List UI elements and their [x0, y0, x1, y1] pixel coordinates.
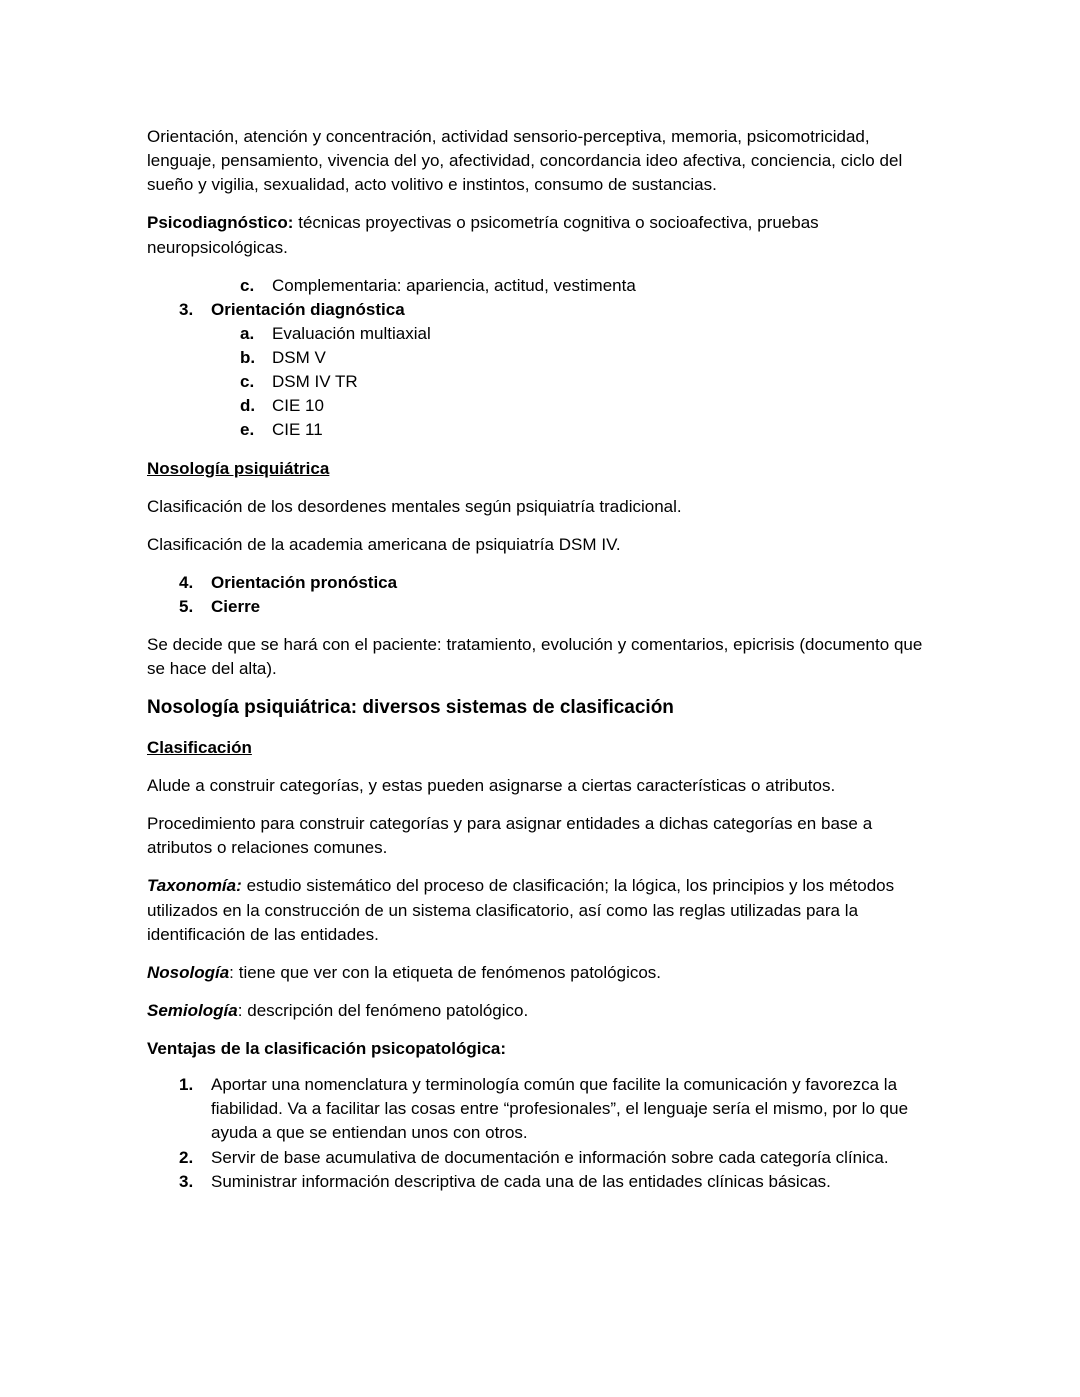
heading-ventajas: Ventajas de la clasificación psicopatológica:	[147, 1039, 507, 1059]
list-marker: 2.	[179, 1147, 194, 1167]
heading-clasificacion: Clasificación	[147, 737, 252, 757]
list-item	[179, 1146, 937, 1170]
paragraph-psicodiagnostico	[147, 211, 937, 259]
paragraph-alude-categorias: Alude a construir categorías, y estas pueden asignarse a ciertas características o atributos.	[147, 776, 836, 796]
list-marker: 3.	[179, 299, 194, 319]
definition-semiologia	[147, 999, 937, 1023]
list-marker: d.	[240, 396, 256, 416]
list-orientacion-diagnostica	[179, 298, 937, 322]
list-item-label: DSM IV TR	[272, 372, 358, 392]
list-item	[240, 394, 937, 418]
definition-term: Taxonomía:	[147, 876, 242, 896]
list-marker: c.	[240, 275, 255, 295]
paragraph-clasificacion-tradicional: Clasificación de los desordenes mentales según psiquiatría tradicional.	[147, 496, 682, 516]
definition-nosologia	[147, 961, 937, 985]
definition-body: : tiene que ver con la etiqueta de fenómenos patológicos.	[229, 962, 662, 982]
list-item-label: Servir de base acumulativa de documentación e información sobre cada categoría clínica.	[211, 1147, 889, 1167]
paragraph-cierre-body: Se decide que se hará con el paciente: tratamiento, evolución y comentarios, epicrisis (documento que se hace del alta).	[147, 635, 923, 679]
list-item-label: Orientación diagnóstica	[211, 299, 405, 319]
list-marker: 5.	[179, 597, 194, 616]
heading-nosologia-psiquiatrica: Nosología psiquiátrica	[147, 458, 330, 478]
paragraph-procedimiento-categorias: Procedimiento para construir categorías y para asignar entidades a dichas categorías en base a atributos o relaciones comunes.	[147, 814, 873, 858]
definition-term: Nosología	[147, 962, 230, 982]
list-marker: b.	[240, 348, 256, 367]
list-ventajas	[179, 1073, 937, 1194]
list-marker: 4.	[179, 572, 194, 592]
definition-body: estudio sistemático del proceso de clasificación; la lógica, los principios y los métodos utilizados en la construcción de un sistema clasificatorio, así como las reglas utilizadas para la identificación de las entidades.	[147, 876, 895, 944]
list-item-label: CIE 10	[272, 396, 324, 416]
list-item	[240, 370, 937, 394]
list-item	[179, 1170, 937, 1194]
heading-nosologia-sistemas: Nosología psiquiátrica: diversos sistemas de clasificación	[147, 697, 674, 719]
list-marker: a.	[240, 323, 255, 343]
list-item-label: Aportar una nomenclatura y terminología común que facilite la comunicación y favorezca la fiabilidad. Va a facilitar las cosas entre “profesionales”, el lenguaje sería el mismo, por lo que ayuda a que se entiendan unos con otros.	[211, 1075, 909, 1143]
list-item	[179, 571, 937, 595]
list-marker: 1.	[179, 1075, 194, 1095]
list-item	[240, 346, 937, 370]
paragraph-clasificacion-americana: Clasificación de la academia americana de psiquiatría DSM IV.	[147, 534, 621, 554]
list-marker: e.	[240, 420, 255, 440]
list-item-label: Suministrar información descriptiva de cada una de las entidades clínicas básicas.	[211, 1171, 831, 1191]
list-marker: 3.	[179, 1171, 194, 1191]
list-item	[179, 298, 937, 322]
list-complementaria	[240, 274, 937, 298]
list-item	[240, 418, 937, 442]
list-item	[240, 274, 937, 298]
list-item	[240, 322, 937, 346]
list-pronostico-cierre	[179, 571, 937, 619]
list-item-label: DSM V	[272, 348, 326, 367]
list-item	[179, 1073, 937, 1145]
definition-taxonomia	[147, 874, 937, 946]
psicodiagnostico-label: Psicodiagnóstico:	[147, 213, 294, 233]
list-marker: c.	[240, 372, 255, 392]
list-item	[179, 595, 937, 619]
psicodiagnostico-body: técnicas proyectivas o psicometría cognitiva o socioafectiva, pruebas neuropsicológicas.	[147, 213, 819, 257]
list-clasificaciones	[240, 322, 937, 443]
paragraph-intro: Orientación, atención y concentración, actividad sensorio-perceptiva, memoria, psicomotricidad, lenguaje, pensamiento, vivencia del yo, afectividad, concordancia ideo afectiva, conciencia, ciclo del sueño y vigilia, sexualidad, acto volitivo e instintos, consumo de sustancias.	[147, 127, 903, 195]
definition-body: : descripción del fenómeno patológico.	[237, 1000, 529, 1020]
list-item-label: Complementaria: apariencia, actitud, vestimenta	[272, 275, 636, 295]
definition-term: Semiología	[147, 1000, 238, 1020]
document-body	[147, 125, 937, 1194]
list-item-label: Evaluación multiaxial	[272, 323, 431, 343]
list-item-label: Cierre	[211, 597, 261, 616]
list-item-label: Orientación pronóstica	[211, 572, 398, 592]
list-item-label: CIE 11	[272, 420, 323, 440]
